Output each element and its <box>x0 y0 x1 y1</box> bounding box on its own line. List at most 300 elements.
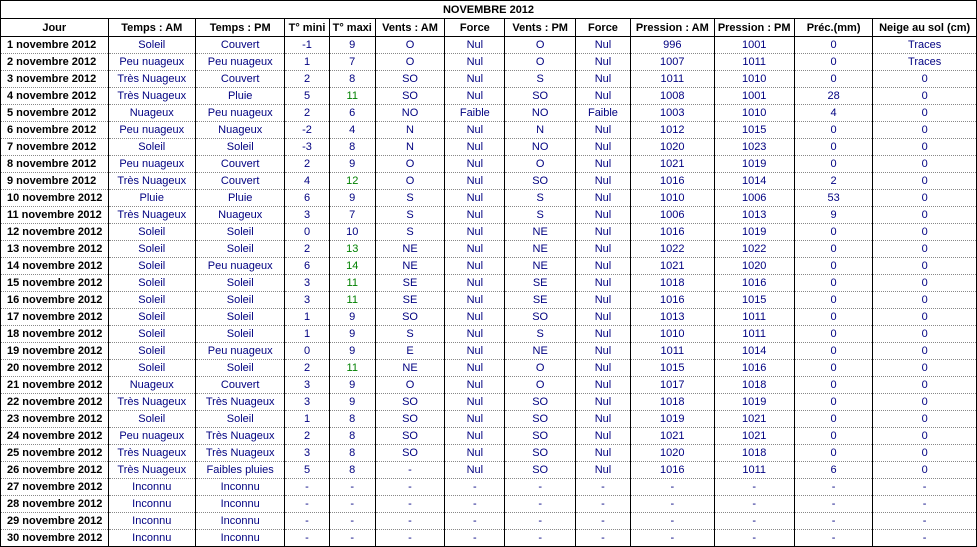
cell-force-am: - <box>445 479 505 496</box>
cell-neige: 0 <box>873 139 977 156</box>
cell-pression-pm: - <box>714 513 794 530</box>
cell-t-maxi: 8 <box>329 411 375 428</box>
cell-pression-am: 1021 <box>631 428 714 445</box>
cell-pression-pm: 1023 <box>714 139 794 156</box>
table-row <box>1 428 977 445</box>
cell-neige: Traces <box>873 37 977 54</box>
table-row <box>1 292 977 309</box>
cell-date: 24 novembre 2012 <box>1 428 109 445</box>
cell-t-maxi: 4 <box>329 122 375 139</box>
cell-temps-am: Soleil <box>108 292 195 309</box>
cell-t-maxi: 7 <box>329 54 375 71</box>
cell-date: 29 novembre 2012 <box>1 513 109 530</box>
cell-vents-pm: - <box>505 530 575 547</box>
cell-temps-pm: Soleil <box>195 411 284 428</box>
cell-vents-am: SO <box>375 445 444 462</box>
cell-precipitation: 28 <box>794 88 872 105</box>
cell-force-am: - <box>445 530 505 547</box>
cell-t-mini: 1 <box>285 411 329 428</box>
cell-pression-pm: 1021 <box>714 411 794 428</box>
cell-precipitation: 0 <box>794 241 872 258</box>
cell-t-mini: 2 <box>285 360 329 377</box>
cell-temps-pm: Couvert <box>195 156 284 173</box>
cell-neige: 0 <box>873 173 977 190</box>
cell-date: 2 novembre 2012 <box>1 54 109 71</box>
cell-vents-am: - <box>375 462 444 479</box>
cell-vents-pm: S <box>505 190 575 207</box>
cell-t-mini: 6 <box>285 190 329 207</box>
cell-pression-pm: 1014 <box>714 343 794 360</box>
cell-vents-pm: SE <box>505 275 575 292</box>
cell-vents-pm: NE <box>505 224 575 241</box>
cell-temps-pm: Très Nuageux <box>195 394 284 411</box>
cell-neige: 0 <box>873 360 977 377</box>
cell-temps-am: Soleil <box>108 360 195 377</box>
header-jour: Jour <box>1 19 109 37</box>
cell-vents-am: N <box>375 139 444 156</box>
cell-pression-am: 1018 <box>631 275 714 292</box>
cell-t-mini: 3 <box>285 394 329 411</box>
cell-temps-am: Peu nuageux <box>108 54 195 71</box>
cell-t-mini: 3 <box>285 445 329 462</box>
cell-force-am: Nul <box>445 190 505 207</box>
cell-pression-pm: 1015 <box>714 292 794 309</box>
cell-temps-am: Nuageux <box>108 105 195 122</box>
cell-pression-pm: 1018 <box>714 377 794 394</box>
cell-temps-am: Soleil <box>108 343 195 360</box>
cell-date: 17 novembre 2012 <box>1 309 109 326</box>
cell-pression-pm: 1010 <box>714 105 794 122</box>
cell-temps-pm: Inconnu <box>195 530 284 547</box>
header-pression-am: Pression : AM <box>631 19 714 37</box>
cell-precipitation: 0 <box>794 343 872 360</box>
cell-pression-am: 1016 <box>631 173 714 190</box>
cell-force-pm: Nul <box>575 54 630 71</box>
cell-neige: 0 <box>873 377 977 394</box>
cell-date: 9 novembre 2012 <box>1 173 109 190</box>
cell-pression-pm: 1011 <box>714 462 794 479</box>
cell-temps-pm: Très Nuageux <box>195 428 284 445</box>
cell-force-pm: Nul <box>575 411 630 428</box>
cell-force-am: - <box>445 513 505 530</box>
cell-temps-am: Soleil <box>108 139 195 156</box>
header-vents-am: Vents : AM <box>375 19 444 37</box>
cell-precipitation: 53 <box>794 190 872 207</box>
cell-pression-pm: 1001 <box>714 88 794 105</box>
cell-pression-am: 1022 <box>631 241 714 258</box>
cell-force-pm: Nul <box>575 462 630 479</box>
cell-temps-am: Pluie <box>108 190 195 207</box>
cell-t-mini: 2 <box>285 428 329 445</box>
cell-temps-am: Soleil <box>108 309 195 326</box>
cell-temps-pm: Peu nuageux <box>195 105 284 122</box>
cell-pression-pm: 1022 <box>714 241 794 258</box>
table-row <box>1 394 977 411</box>
cell-t-mini: - <box>285 530 329 547</box>
cell-vents-am: SE <box>375 275 444 292</box>
cell-temps-pm: Très Nuageux <box>195 445 284 462</box>
cell-t-mini: 1 <box>285 326 329 343</box>
cell-pression-pm: 1011 <box>714 326 794 343</box>
cell-force-pm: Nul <box>575 71 630 88</box>
cell-pression-am: 1015 <box>631 360 714 377</box>
cell-t-mini: -2 <box>285 122 329 139</box>
cell-temps-pm: Peu nuageux <box>195 343 284 360</box>
cell-force-am: Nul <box>445 54 505 71</box>
cell-force-pm: Nul <box>575 445 630 462</box>
cell-t-maxi: 9 <box>329 190 375 207</box>
header-neige: Neige au sol (cm) <box>873 19 977 37</box>
cell-neige: 0 <box>873 241 977 258</box>
cell-force-am: Nul <box>445 37 505 54</box>
cell-pression-pm: 1018 <box>714 445 794 462</box>
cell-t-maxi: - <box>329 496 375 513</box>
cell-t-maxi: 9 <box>329 394 375 411</box>
cell-force-pm: Nul <box>575 377 630 394</box>
cell-precipitation: 0 <box>794 37 872 54</box>
cell-vents-pm: - <box>505 513 575 530</box>
table-row <box>1 71 977 88</box>
table-row <box>1 445 977 462</box>
cell-force-pm: Nul <box>575 292 630 309</box>
cell-precipitation: 0 <box>794 377 872 394</box>
table-row <box>1 224 977 241</box>
cell-pression-am: 1010 <box>631 326 714 343</box>
cell-vents-pm: S <box>505 71 575 88</box>
cell-vents-pm: SO <box>505 394 575 411</box>
cell-vents-am: S <box>375 224 444 241</box>
table-row <box>1 479 977 496</box>
cell-neige: - <box>873 513 977 530</box>
cell-t-mini: 5 <box>285 88 329 105</box>
cell-temps-pm: Inconnu <box>195 496 284 513</box>
table-row <box>1 462 977 479</box>
cell-temps-pm: Couvert <box>195 377 284 394</box>
cell-temps-am: Soleil <box>108 411 195 428</box>
header-force-am: Force <box>445 19 505 37</box>
cell-precipitation: 0 <box>794 71 872 88</box>
cell-t-mini: - <box>285 479 329 496</box>
cell-force-pm: - <box>575 479 630 496</box>
cell-pression-am: 1018 <box>631 394 714 411</box>
cell-t-maxi: - <box>329 479 375 496</box>
cell-temps-am: Peu nuageux <box>108 156 195 173</box>
cell-t-maxi: 9 <box>329 343 375 360</box>
cell-vents-pm: SO <box>505 462 575 479</box>
cell-vents-pm: N <box>505 122 575 139</box>
header-pression-pm: Pression : PM <box>714 19 794 37</box>
cell-force-pm: Nul <box>575 241 630 258</box>
cell-vents-am: NO <box>375 105 444 122</box>
cell-temps-pm: Soleil <box>195 139 284 156</box>
cell-t-mini: 2 <box>285 241 329 258</box>
cell-pression-am: 1003 <box>631 105 714 122</box>
cell-t-maxi: 8 <box>329 428 375 445</box>
cell-pression-am: 1019 <box>631 411 714 428</box>
cell-date: 1 novembre 2012 <box>1 37 109 54</box>
cell-temps-am: Soleil <box>108 241 195 258</box>
cell-vents-pm: SO <box>505 88 575 105</box>
cell-vents-am: SO <box>375 309 444 326</box>
cell-date: 5 novembre 2012 <box>1 105 109 122</box>
cell-force-am: Nul <box>445 377 505 394</box>
cell-vents-am: O <box>375 54 444 71</box>
cell-neige: 0 <box>873 411 977 428</box>
cell-temps-am: Très Nuageux <box>108 462 195 479</box>
cell-vents-pm: S <box>505 326 575 343</box>
cell-temps-am: Soleil <box>108 224 195 241</box>
cell-t-mini: -3 <box>285 139 329 156</box>
cell-t-mini: 0 <box>285 343 329 360</box>
cell-vents-pm: NE <box>505 241 575 258</box>
cell-force-pm: Nul <box>575 428 630 445</box>
table-row <box>1 496 977 513</box>
cell-vents-pm: NO <box>505 139 575 156</box>
cell-temps-pm: Soleil <box>195 224 284 241</box>
table-row <box>1 105 977 122</box>
cell-precipitation: 0 <box>794 275 872 292</box>
table-row <box>1 173 977 190</box>
cell-vents-am: N <box>375 122 444 139</box>
cell-temps-pm: Inconnu <box>195 513 284 530</box>
cell-t-maxi: 9 <box>329 309 375 326</box>
table-row <box>1 122 977 139</box>
header-t-mini: T° mini <box>285 19 329 37</box>
cell-neige: 0 <box>873 207 977 224</box>
cell-force-pm: Nul <box>575 326 630 343</box>
cell-temps-pm: Couvert <box>195 173 284 190</box>
cell-neige: Traces <box>873 54 977 71</box>
cell-pression-pm: - <box>714 479 794 496</box>
header-temps-am: Temps : AM <box>108 19 195 37</box>
cell-precipitation: 0 <box>794 122 872 139</box>
cell-pression-am: 996 <box>631 37 714 54</box>
cell-vents-pm: O <box>505 37 575 54</box>
cell-t-maxi: 13 <box>329 241 375 258</box>
cell-vents-pm: SO <box>505 428 575 445</box>
cell-t-mini: 5 <box>285 462 329 479</box>
cell-precipitation: 9 <box>794 207 872 224</box>
cell-force-am: Nul <box>445 122 505 139</box>
cell-force-am: - <box>445 496 505 513</box>
cell-date: 11 novembre 2012 <box>1 207 109 224</box>
cell-pression-am: 1006 <box>631 207 714 224</box>
cell-vents-pm: SO <box>505 173 575 190</box>
cell-t-maxi: - <box>329 513 375 530</box>
cell-force-am: Nul <box>445 224 505 241</box>
cell-pression-am: 1010 <box>631 190 714 207</box>
cell-t-maxi: 11 <box>329 360 375 377</box>
cell-force-am: Nul <box>445 258 505 275</box>
cell-t-mini: 0 <box>285 224 329 241</box>
cell-temps-am: Peu nuageux <box>108 122 195 139</box>
cell-vents-pm: - <box>505 496 575 513</box>
cell-vents-am: - <box>375 530 444 547</box>
cell-pression-am: 1020 <box>631 445 714 462</box>
cell-force-am: Nul <box>445 428 505 445</box>
cell-date: 14 novembre 2012 <box>1 258 109 275</box>
cell-precipitation: 0 <box>794 224 872 241</box>
cell-date: 6 novembre 2012 <box>1 122 109 139</box>
cell-t-mini: 2 <box>285 105 329 122</box>
cell-temps-pm: Nuageux <box>195 207 284 224</box>
cell-vents-pm: O <box>505 156 575 173</box>
cell-t-maxi: 9 <box>329 156 375 173</box>
cell-date: 19 novembre 2012 <box>1 343 109 360</box>
cell-neige: 0 <box>873 71 977 88</box>
cell-vents-pm: SO <box>505 309 575 326</box>
cell-t-maxi: 9 <box>329 326 375 343</box>
cell-vents-pm: NO <box>505 105 575 122</box>
cell-temps-pm: Soleil <box>195 241 284 258</box>
table-row <box>1 309 977 326</box>
cell-t-maxi: 8 <box>329 71 375 88</box>
cell-vents-pm: S <box>505 207 575 224</box>
cell-vents-pm: O <box>505 377 575 394</box>
cell-pression-am: - <box>631 496 714 513</box>
cell-date: 13 novembre 2012 <box>1 241 109 258</box>
cell-vents-am: SO <box>375 411 444 428</box>
cell-pression-pm: 1020 <box>714 258 794 275</box>
cell-force-am: Nul <box>445 411 505 428</box>
cell-vents-am: O <box>375 156 444 173</box>
cell-precipitation: - <box>794 479 872 496</box>
cell-neige: 0 <box>873 292 977 309</box>
cell-vents-pm: NE <box>505 343 575 360</box>
cell-temps-pm: Peu nuageux <box>195 258 284 275</box>
cell-t-mini: - <box>285 496 329 513</box>
cell-t-mini: 1 <box>285 309 329 326</box>
cell-neige: 0 <box>873 258 977 275</box>
cell-pression-pm: 1016 <box>714 275 794 292</box>
cell-force-am: Faible <box>445 105 505 122</box>
cell-pression-pm: 1006 <box>714 190 794 207</box>
cell-t-maxi: 14 <box>329 258 375 275</box>
cell-date: 4 novembre 2012 <box>1 88 109 105</box>
title-row <box>1 1 977 19</box>
table-row <box>1 37 977 54</box>
cell-force-am: Nul <box>445 156 505 173</box>
cell-force-am: Nul <box>445 292 505 309</box>
cell-pression-am: 1020 <box>631 139 714 156</box>
cell-neige: 0 <box>873 122 977 139</box>
cell-vents-am: S <box>375 326 444 343</box>
cell-date: 8 novembre 2012 <box>1 156 109 173</box>
table-row <box>1 139 977 156</box>
table-row <box>1 156 977 173</box>
cell-date: 18 novembre 2012 <box>1 326 109 343</box>
cell-neige: 0 <box>873 394 977 411</box>
cell-neige: 0 <box>873 462 977 479</box>
cell-t-maxi: 11 <box>329 292 375 309</box>
cell-force-pm: Nul <box>575 360 630 377</box>
cell-temps-am: Soleil <box>108 326 195 343</box>
cell-t-maxi: 6 <box>329 105 375 122</box>
cell-pression-am: 1008 <box>631 88 714 105</box>
cell-pression-pm: - <box>714 530 794 547</box>
cell-temps-pm: Soleil <box>195 275 284 292</box>
cell-date: 27 novembre 2012 <box>1 479 109 496</box>
cell-vents-pm: NE <box>505 258 575 275</box>
cell-temps-am: Soleil <box>108 275 195 292</box>
cell-pression-pm: 1001 <box>714 37 794 54</box>
cell-pression-pm: 1019 <box>714 156 794 173</box>
cell-vents-am: S <box>375 207 444 224</box>
table-row <box>1 54 977 71</box>
cell-pression-am: 1011 <box>631 71 714 88</box>
cell-vents-am: - <box>375 496 444 513</box>
cell-pression-am: - <box>631 513 714 530</box>
header-t-maxi: T° maxi <box>329 19 375 37</box>
cell-precipitation: 0 <box>794 411 872 428</box>
cell-precipitation: 0 <box>794 258 872 275</box>
cell-date: 22 novembre 2012 <box>1 394 109 411</box>
cell-temps-am: Très Nuageux <box>108 71 195 88</box>
cell-neige: 0 <box>873 445 977 462</box>
cell-pression-pm: 1019 <box>714 394 794 411</box>
cell-precipitation: 6 <box>794 462 872 479</box>
cell-t-mini: 3 <box>285 377 329 394</box>
cell-pression-am: 1016 <box>631 462 714 479</box>
cell-force-am: Nul <box>445 207 505 224</box>
table-row <box>1 241 977 258</box>
cell-temps-pm: Soleil <box>195 326 284 343</box>
cell-force-pm: Nul <box>575 343 630 360</box>
cell-force-am: Nul <box>445 445 505 462</box>
cell-t-mini: 6 <box>285 258 329 275</box>
cell-precipitation: - <box>794 496 872 513</box>
cell-force-pm: Nul <box>575 37 630 54</box>
cell-temps-pm: Soleil <box>195 360 284 377</box>
cell-force-am: Nul <box>445 173 505 190</box>
cell-pression-pm: 1015 <box>714 122 794 139</box>
table-row <box>1 88 977 105</box>
cell-date: 21 novembre 2012 <box>1 377 109 394</box>
cell-date: 10 novembre 2012 <box>1 190 109 207</box>
cell-temps-am: Inconnu <box>108 479 195 496</box>
cell-temps-am: Peu nuageux <box>108 428 195 445</box>
cell-t-mini: 3 <box>285 275 329 292</box>
cell-neige: 0 <box>873 190 977 207</box>
cell-pression-am: 1012 <box>631 122 714 139</box>
table-row <box>1 530 977 547</box>
cell-force-am: Nul <box>445 394 505 411</box>
cell-force-pm: Nul <box>575 190 630 207</box>
cell-neige: 0 <box>873 428 977 445</box>
cell-force-am: Nul <box>445 360 505 377</box>
cell-vents-am: SO <box>375 394 444 411</box>
cell-force-pm: Nul <box>575 156 630 173</box>
header-temps-pm: Temps : PM <box>195 19 284 37</box>
cell-neige: 0 <box>873 105 977 122</box>
cell-t-mini: 4 <box>285 173 329 190</box>
cell-vents-pm: SE <box>505 292 575 309</box>
cell-neige: - <box>873 496 977 513</box>
cell-precipitation: - <box>794 513 872 530</box>
cell-precipitation: - <box>794 530 872 547</box>
table-row <box>1 343 977 360</box>
cell-temps-pm: Couvert <box>195 71 284 88</box>
cell-pression-am: 1021 <box>631 258 714 275</box>
cell-temps-am: Soleil <box>108 258 195 275</box>
cell-force-pm: Nul <box>575 207 630 224</box>
cell-neige: 0 <box>873 326 977 343</box>
cell-date: 20 novembre 2012 <box>1 360 109 377</box>
cell-vents-am: O <box>375 173 444 190</box>
cell-temps-pm: Pluie <box>195 190 284 207</box>
table-title: NOVEMBRE 2012 <box>1 1 977 19</box>
cell-temps-pm: Couvert <box>195 37 284 54</box>
